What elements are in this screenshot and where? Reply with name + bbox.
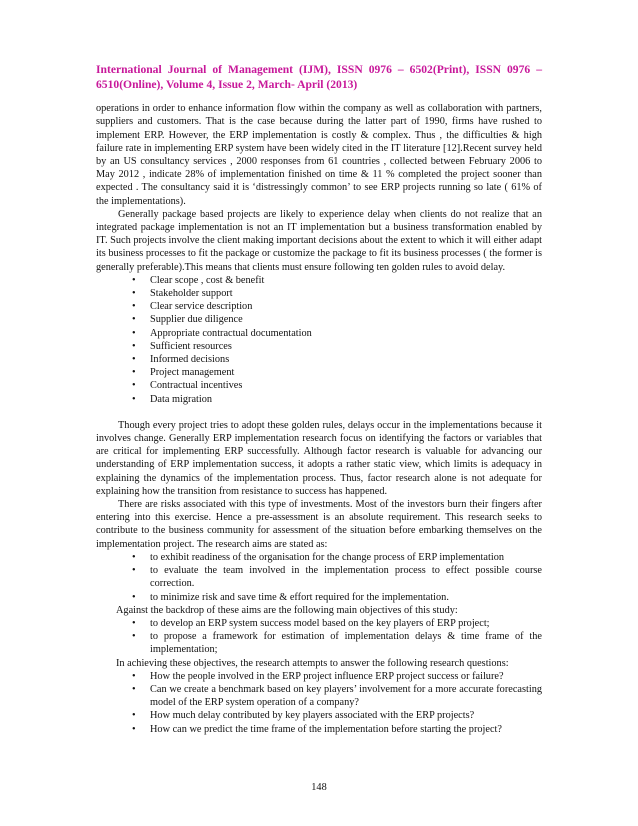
list-item: • to exhibit readiness of the organisation for the change process of ERP implementation — [96, 551, 542, 564]
paragraph-package-projects: Generally package based projects are likely to experience delay when clients do not realize that an integrated package implementation is not an IT implementation but a business transformation enabled by IT. Such projects involve the client making important decisions about the extent to which it will either adapt its business processes to fit the package or customize the package to fit its business processes ( the former is generally preferable).This means that clients must ensure following ten golden rules to avoid delay. — [96, 208, 542, 273]
list-item: • How can we predict the time frame of the implementation before starting the project? — [96, 723, 542, 736]
paragraph-risks: There are risks associated with this type of investments. Most of the investors burn their fingers after entering into this exercise. Hence a pre-assessment is an absolute requirement. This research seeks to contribute to the business community for assessment of the situation before embarking themselves on the implementation project. The research aims are stated as: — [96, 499, 542, 550]
list-item: • Informed decisions — [96, 353, 542, 366]
list-item: • Supplier due diligence — [96, 313, 542, 326]
paragraph-golden-rules-delays: Though every project tries to adopt these golden rules, delays occur in the implementations because it involves change. Generally ERP implementation research focus on identifying the factors or variables that are critical for implementing ERP successfully. Although factor research is valuable for advancing our understanding of ERP implementation success, it adopts a rather static view, which limits is adequacy in explaining the dynamics of the implementation process. Thus, factor research alone is not adequate for explaining how the transition from resistance to success has happened. — [96, 419, 542, 497]
research-questions-list — [96, 670, 542, 736]
list-item: • Sufficient resources — [96, 340, 542, 353]
list-item: • Data migration — [96, 393, 542, 406]
list-item: • to evaluate the team involved in the implementation process to effect possible course correction. — [96, 564, 542, 590]
research-aims-list — [96, 551, 542, 604]
paragraph-erp-failure: operations in order to enhance information flow within the company as well as collaboration with partners, suppliers and customers. That is the case because during the latter part of 1990, firms have rushed to implement ERP. However, the ERP implementation is costly & complex. Thus , the difficulties & high failure rate in implementing ERP system have been widely cited in the IT literature [12].Recent survey held by an US consultancy services , 2000 responses from 61 countries , collected between February 2006 to May 2012 , indicate 28% of implementation finished on time & 11 % completed the project sooner than expected . The consultancy said it is ‘distressingly common’ to see ERP projects running so late ( 61% of the implementations). — [96, 103, 542, 207]
list-item: • Appropriate contractual documentation — [96, 327, 542, 340]
list-item: • to develop an ERP system success model based on the key players of ERP project; — [96, 617, 542, 630]
list-item: • Project management — [96, 366, 542, 379]
golden-rules-list — [96, 274, 542, 406]
objectives-list — [96, 617, 542, 657]
list-item: • Clear scope , cost & benefit — [96, 274, 542, 287]
objectives-intro: Against the backdrop of these aims are the following main objectives of this study: — [116, 604, 458, 616]
list-item: • Can we create a benchmark based on key players’ involvement for a more accurate forecasting model of the ERP system operation of a company? — [96, 683, 542, 709]
list-item: • Contractual incentives — [96, 379, 542, 392]
page-number: 148 — [311, 782, 327, 793]
list-item: • to minimize risk and save time & effort required for the implementation. — [96, 591, 542, 604]
list-item: • How the people involved in the ERP project influence ERP project success or failure? — [96, 670, 542, 683]
list-item: • to propose a framework for estimation of implementation delays & time frame of the implementation; — [96, 630, 542, 656]
list-item: • Stakeholder support — [96, 287, 542, 300]
list-item: • Clear service description — [96, 300, 542, 313]
paragraph-gap — [96, 406, 542, 419]
journal-header: International Journal of Management (IJM), ISSN 0976 – 6502(Print), ISSN 0976 – 6510(Online), Volume 4, Issue 2, March- April (2013) — [96, 63, 542, 91]
questions-intro: In achieving these objectives, the research attempts to answer the following research questions: — [116, 657, 509, 669]
list-item: • How much delay contributed by key players associated with the ERP projects? — [96, 709, 542, 722]
